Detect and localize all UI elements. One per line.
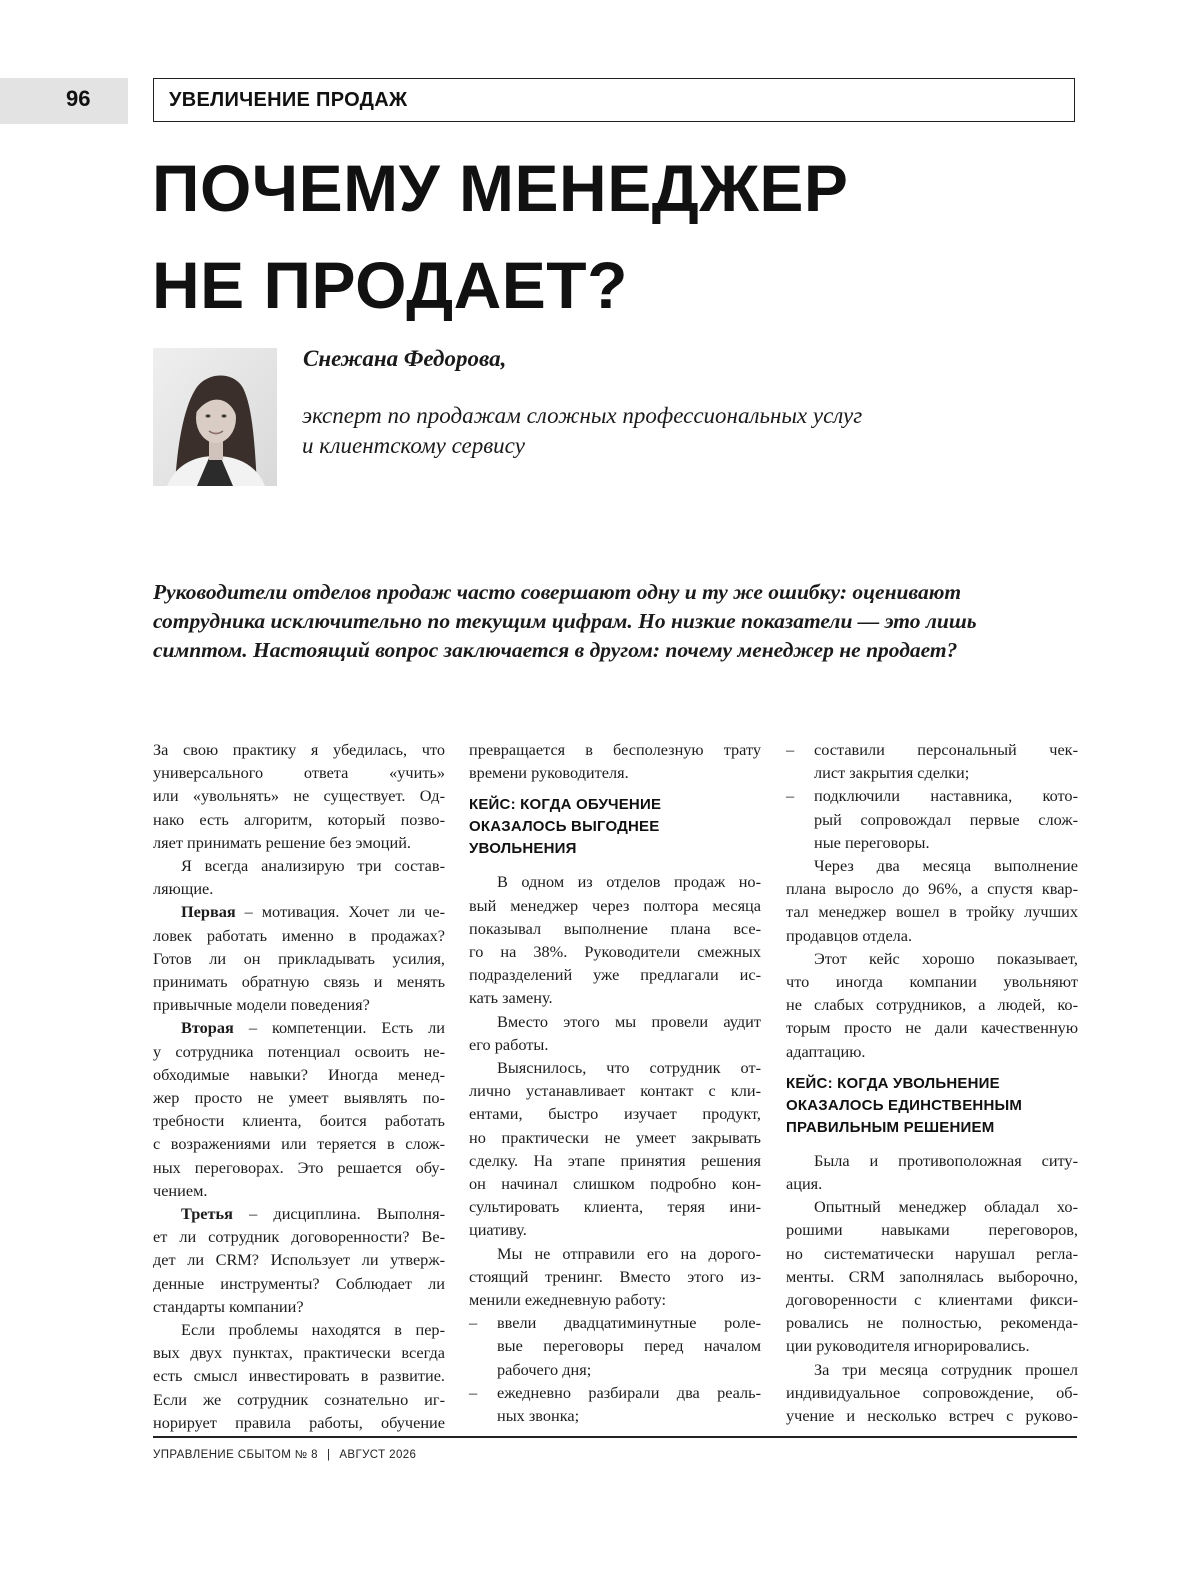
text-line: ляет принимать решение без эмоций. <box>153 832 411 852</box>
text-line: менили ежедневную работу: <box>469 1290 667 1310</box>
text-line: Этот кейс хорошо показывает, <box>814 948 1078 968</box>
paragraph <box>786 1358 1078 1428</box>
text-line: универсального ответа «учить» <box>153 763 445 783</box>
text-line: его работы. <box>469 1034 549 1054</box>
text-line: Если же сотрудник сознательно иг- <box>153 1389 445 1409</box>
list-item-text <box>497 1381 761 1427</box>
paragraph <box>786 947 1078 1063</box>
author-role-line: и клиентскому сервису <box>302 433 525 458</box>
text-line: подключили наставника, кото- <box>814 786 1078 806</box>
text-line: стоящий тренинг. Вместо этого из- <box>469 1266 761 1286</box>
paragraph <box>153 1016 445 1202</box>
case-heading <box>786 1073 1078 1139</box>
text-line: ввели двадцатиминутные роле- <box>497 1313 761 1333</box>
footer-issue-date: АВГУСТ 2026 <box>339 1449 417 1461</box>
text-line: ровались не полностью, рекоменда- <box>786 1313 1078 1333</box>
paragraph <box>786 854 1078 947</box>
text-line: учение и несколько встреч с руково- <box>786 1406 1078 1426</box>
text-line: Была и противоположная ситу- <box>814 1150 1078 1170</box>
text-line: или «увольнять» не существует. Од- <box>153 786 445 806</box>
text-line: Вместо этого мы провели аудит <box>497 1011 761 1031</box>
title-line: ПОЧЕМУ МЕНЕДЖЕР <box>152 151 849 225</box>
text-line: Через два месяца выполнение <box>814 856 1078 876</box>
text-line: За три месяца сотрудник прошел <box>814 1359 1078 1379</box>
case-heading-line: ПРАВИЛЬНЫМ РЕШЕНИЕМ <box>786 1118 995 1136</box>
paragraph <box>786 1149 1078 1195</box>
text-line: Третья – дисциплина. Выполня- <box>181 1204 445 1224</box>
text-line: ловек работать именно в продажах? <box>153 925 445 945</box>
text-line: принимать обратную связь и менять <box>153 972 445 992</box>
text-line: Если проблемы находятся в пер- <box>181 1320 445 1340</box>
text-line: менты. CRM заполнялась выборочно, <box>786 1266 1078 1286</box>
footer-rule <box>153 1436 1077 1438</box>
article-lead <box>153 578 1083 665</box>
case-heading-line: УВОЛЬНЕНИЯ <box>469 840 577 858</box>
text-line: торым просто не дали качественную <box>786 1018 1078 1038</box>
text-line: ежедневно разбирали два реаль- <box>497 1382 761 1402</box>
text-line: стандарты компании? <box>153 1296 304 1316</box>
list-item <box>469 1311 761 1381</box>
case-heading <box>469 794 761 860</box>
text-line: лично устанавливает контакт с кли- <box>469 1081 761 1101</box>
lead-line: симптом. Настоящий вопрос заключается в другом: почему менеджер не продает? <box>153 638 958 662</box>
page-number-box <box>0 78 128 124</box>
text-line: есть смысл инвестировать в развитие. <box>153 1366 445 1386</box>
section-header <box>153 78 1075 122</box>
page-number: 96 <box>66 86 91 111</box>
text-line: адаптацию. <box>786 1041 866 1061</box>
text-line: В одном из отделов продаж но- <box>497 872 761 892</box>
paragraph <box>786 1195 1078 1357</box>
text-line: ет ли сотрудник договоренности? Ве- <box>153 1227 445 1247</box>
paragraph <box>469 870 761 1009</box>
text-line: ции руководителя игнорировались. <box>786 1336 1030 1356</box>
text-line: Первая – мотивация. Хочет ли че- <box>181 902 445 922</box>
author-role-line: эксперт по продажам сложных профессиональных услуг <box>302 403 863 428</box>
text-line: но систематически нарушал регла- <box>786 1243 1078 1263</box>
list-dash: – <box>786 740 795 759</box>
column-3 <box>786 738 1078 1427</box>
text-line: времени руководителя. <box>469 763 629 783</box>
text-line: но практически не умеет закрывать <box>469 1127 761 1147</box>
text-line: что иногда компании увольняют <box>786 972 1078 992</box>
footer-separator: | <box>326 1449 331 1461</box>
text-line: чением. <box>153 1180 208 1200</box>
paragraph <box>469 1056 761 1242</box>
case-heading-line: ОКАЗАЛОСЬ ВЫГОДНЕЕ <box>469 818 660 836</box>
text-line: у сотрудника потенциал освоить не- <box>153 1041 445 1061</box>
text-line: не слабых сотрудников, а людей, ко- <box>786 995 1078 1015</box>
lead-line: Руководители отделов продаж часто совершают одну и ту же ошибку: оценивают <box>153 580 962 604</box>
text-line: Выяснилось, что сотрудник от- <box>497 1058 761 1078</box>
text-line: индивидуальное сопровождение, об- <box>786 1382 1078 1402</box>
text-line: сделку. На этапе принятия решения <box>469 1150 761 1170</box>
author-name: Снежана Федорова, <box>303 346 507 371</box>
text-line: ных звонка; <box>497 1406 580 1426</box>
list-item-text <box>497 1311 761 1381</box>
text-line: продавцов отдела. <box>786 925 913 945</box>
text-line: дет ли CRM? Использует ли утверж- <box>153 1250 445 1270</box>
author-role <box>302 401 1002 461</box>
text-line: составили персональный чек- <box>814 740 1078 759</box>
paragraph <box>153 738 445 854</box>
text-line: вый менеджер через полтора месяца <box>469 895 761 915</box>
lead-line: сотрудника исключительно по текущим цифрам. Но низкие показатели — это лишь <box>153 609 977 633</box>
text-line: Опытный менеджер обладал хо- <box>814 1197 1078 1217</box>
text-line: подразделений уже предлагали ис- <box>469 965 761 985</box>
text-line: ные переговоры. <box>814 832 930 852</box>
list-dash: – <box>469 1382 478 1402</box>
text-line: ляющие. <box>153 879 214 899</box>
text-line: Я всегда анализирую три состав- <box>181 856 445 876</box>
title-line: НЕ ПРОДАЕТ? <box>152 248 628 322</box>
text-line: За свою практику я убедилась, что <box>153 740 445 759</box>
footer <box>153 1449 416 1461</box>
text-line: с возражениями или теряется в слож- <box>153 1134 445 1154</box>
list-item <box>786 738 1078 784</box>
text-line: денные инструменты? Соблюдает ли <box>153 1273 445 1293</box>
text-line: превращается в бесполезную трату <box>469 740 761 759</box>
text-line: жер просто не умеет выявлять по- <box>153 1088 445 1108</box>
text-line: нако есть алгоритм, который позво- <box>153 809 445 829</box>
text-line: договоренности с клиентами фикси- <box>786 1290 1078 1310</box>
text-line: ация. <box>786 1174 823 1194</box>
lead-word: Вторая <box>181 1018 234 1038</box>
text-line: лист закрытия сделки; <box>814 763 970 783</box>
lead-word: Третья <box>181 1204 233 1224</box>
text-line: он начинал слишком подробно кон- <box>469 1174 761 1194</box>
list-item-text <box>814 784 1078 854</box>
text-line: кать замену. <box>469 988 553 1008</box>
paragraph <box>469 1242 761 1312</box>
list-dash: – <box>786 786 795 806</box>
text-line: норирует правила работы, обучение <box>153 1412 445 1432</box>
article-title <box>152 140 1092 334</box>
lead-word: Первая <box>181 902 236 922</box>
text-line: обходимые навыки? Иногда менед- <box>153 1064 445 1084</box>
list-dash: – <box>469 1313 478 1333</box>
footer-magazine: УПРАВЛЕНИЕ СБЫТОМ № 8 <box>153 1449 318 1461</box>
text-line: вые переговоры перед началом <box>497 1336 761 1356</box>
text-line: го на 38%. Руководители смежных <box>469 942 761 962</box>
text-line: вых двух пунктах, практически всегда <box>153 1343 445 1363</box>
section-label: УВЕЛИЧЕНИЕ ПРОДАЖ <box>169 89 408 111</box>
list-item <box>469 1381 761 1427</box>
text-line: Мы не отправили его на дорого- <box>497 1243 761 1263</box>
paragraph <box>153 900 445 1016</box>
case-heading-line: ОКАЗАЛОСЬ ЕДИНСТВЕННЫМ <box>786 1096 1023 1114</box>
case-heading-line: КЕЙС: КОГДА УВОЛЬНЕНИЕ <box>786 1074 1000 1092</box>
text-line: тал менеджер вошел в тройку лучших <box>786 902 1078 922</box>
list-item <box>786 784 1078 854</box>
paragraph <box>153 854 445 900</box>
text-line: ных переговорах. Это решается обу- <box>153 1157 445 1177</box>
list-item-text <box>814 738 1078 784</box>
case-heading-line: КЕЙС: КОГДА ОБУЧЕНИЕ <box>469 796 662 814</box>
paragraph <box>153 1202 445 1318</box>
text-line: рый сопровождал первые слож- <box>814 809 1078 829</box>
text-line: ентами, быстро изучает продукт, <box>469 1104 761 1124</box>
text-line: требности клиента, боится работать <box>153 1111 445 1131</box>
column-2 <box>469 738 761 1427</box>
text-line: циативу. <box>469 1220 527 1240</box>
text-line: привычные модели поведения? <box>153 995 370 1015</box>
paragraph <box>469 1010 761 1056</box>
text-line: плана выросло до 96%, а спустя квар- <box>786 879 1078 899</box>
paragraph <box>469 738 761 784</box>
text-line: рабочего дня; <box>497 1359 592 1379</box>
column-1 <box>153 738 445 1434</box>
text-line: рошими навыками переговоров, <box>786 1220 1078 1240</box>
author-photo <box>153 348 277 486</box>
text-line: Вторая – компетенции. Есть ли <box>181 1018 445 1038</box>
paragraph <box>153 1318 445 1434</box>
author-portrait-image <box>153 348 277 486</box>
text-line: сультировать клиента, теряя ини- <box>469 1197 761 1217</box>
text-line: показывал выполнение плана все- <box>469 918 761 938</box>
text-line: Готов ли он прикладывать усилия, <box>153 948 445 968</box>
